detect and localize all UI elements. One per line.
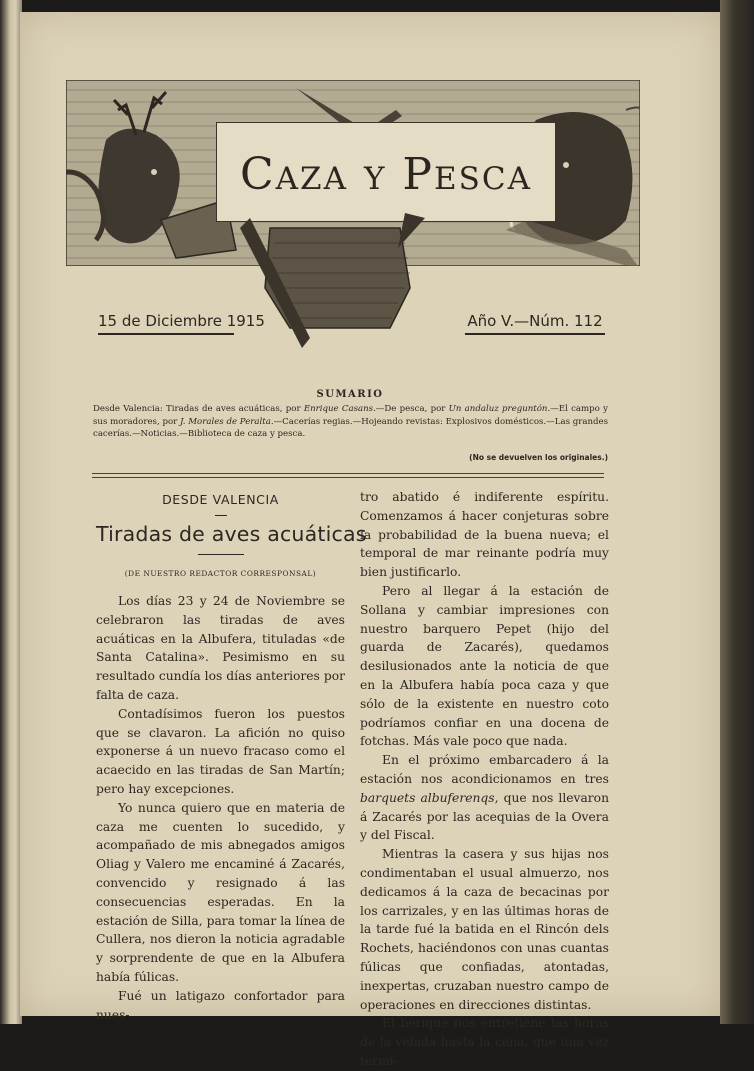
- book-spine-left: [0, 0, 22, 1024]
- paragraph-text: , que nos llevaron á Zacarés por las acequias de la Overa y del Fiscal.: [360, 790, 610, 843]
- section-divider: [92, 473, 604, 478]
- short-divider: [215, 515, 227, 516]
- paragraph: Los días 23 y 24 de Noviembre se celebraron las tiradas de aves acuáticas en la Albufera, tituladas «de Santa Catalina». Pesimismo en su resultado cundía los días anteriores por falta de caza.: [96, 594, 345, 702]
- book-spine-right: [720, 0, 754, 1024]
- summary-author: Enrique Casans: [303, 404, 374, 414]
- summary-heading: SUMARIO: [316, 389, 384, 400]
- masthead-title-box: [216, 122, 556, 222]
- summary-part: .—Cacerías regias.—Hojeando revistas: Explosivos domésticos.—Las grandes cacerías.—Noticias.—Biblioteca de caza y pesca.: [93, 416, 609, 439]
- summary-author: Un andaluz preguntón: [448, 404, 548, 414]
- article-title: Tiradas de aves acuáticas: [96, 522, 367, 546]
- summary-part: Desde Valencia: Tiradas de aves acuáticas, por: [93, 404, 304, 414]
- section-label: DESDE VALENCIA: [162, 492, 279, 507]
- magazine-page: [20, 12, 720, 1068]
- originals-note: (No se devuelven los originales.): [469, 453, 608, 462]
- paragraph-text: En el próximo embarcadero á la estación nos acondicionamos en tres: [360, 753, 609, 786]
- paragraph: El berique nos entretiene las horas de la velada hasta la cena, que una vez termi-: [360, 1016, 609, 1068]
- summary-author: J. Morales de Peralta: [179, 416, 271, 427]
- article-byline: (DE NUESTRO REDACTOR CORRESPONSAL): [124, 569, 317, 578]
- boat-name: barquets albuferenqs: [360, 790, 495, 805]
- summary-text: [93, 403, 608, 441]
- hunting-vest-icon: [230, 208, 440, 358]
- paragraph: [360, 751, 609, 845]
- issue-date: 15 de Diciembre 1915: [98, 312, 234, 335]
- paragraph: Yo nunca quiero que en materia de caza me cuenten lo sucedido, y acompañado de mis abnegados amigos Oliag y Valero me encaminé á Zacarés, convencido y resignado á las consecuencias esperadas. En la estación de Silla, para tomar la línea de Cullera, nos dieron la noticia agradable y sorprendente de que en la Albufera había fúlicas.: [96, 800, 345, 984]
- paragraph: Mientras la casera y sus hijas nos condimentaban el usual almuerzo, nos dedicamos á la caza de becacinas por los carrizales, y en las últimas horas de la tarde fué la batida en el Rincón dels Rochets, haciéndonos con unas cuantas fúlicas que confiadas, atontadas, inexpertas, cruzaban nuestro campo de operaciones en direcciones distintas.: [360, 847, 609, 1012]
- paragraph: Fué un latigazo confortador para nues-: [96, 988, 345, 1022]
- summary-part: .—El campo y sus moradores, por: [93, 404, 608, 427]
- paragraph: tro abatido é indiferente espíritu. Comenzamos á hacer conjeturas sobre la probabilidad de la buena nueva; el temporal de mar reinante podría muy bien justificarlo.: [360, 490, 609, 580]
- article-column-left: [96, 488, 367, 1024]
- summary-part: .—De pesca, por: [373, 404, 449, 414]
- masthead-title: Caza y Pesca: [240, 148, 532, 200]
- issue-number: Año V.—Núm. 112: [465, 312, 605, 335]
- paragraph: Pero al llegar á la estación de Sollana y cambiar impresiones con nuestro barquero Pepet (hijo del guarda de Zacarés), quedamos desilusionados ante la noticia de que en la Albufera había poca caza y que sólo de la existente en nuestro coto podríamos confiar en una docena de fotchas. Más vale poco que nada.: [360, 583, 609, 749]
- article-column-right: [360, 488, 609, 1071]
- paragraph: Contadísimos fueron los puestos que se clavaron. La afición no quiso exponerse á un nuevo fracaso como el acaecido en las tiradas de San Martín; pero hay excepciones.: [96, 706, 345, 796]
- title-divider: [198, 554, 244, 555]
